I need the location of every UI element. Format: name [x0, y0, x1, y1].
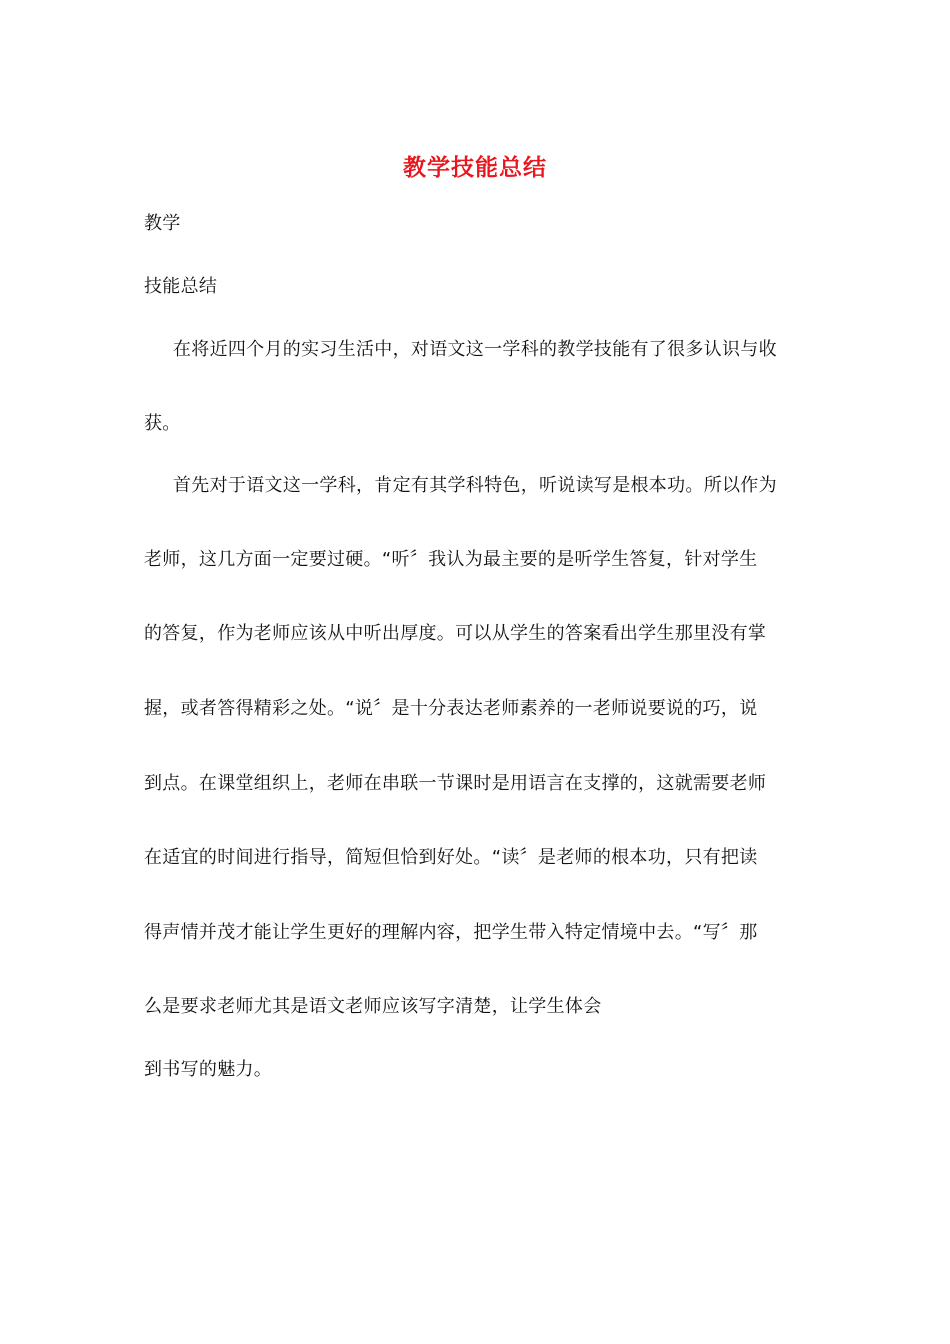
paragraph-2-line-2: 老师，这几方面一定要过硬。“听〞我认为最主要的是听学生答复，针对学生: [144, 549, 758, 570]
paragraph-2-line-7: 得声情并茂才能让学生更好的理解内容，把学生带入特定情境中去。“写〞那: [144, 922, 758, 943]
paragraph-2-line-8: 么是要求老师尤其是语文老师应该写字清楚，让学生体会: [144, 996, 602, 1017]
paragraph-2-line-4: 握，或者答得精彩之处。“说〞是十分表达老师素养的一老师说要说的巧，说: [144, 698, 758, 719]
paragraph-2-line-5: 到点。在课堂组织上，老师在串联一节课时是用语言在支撑的，这就需要老师: [144, 773, 767, 794]
paragraph-1-line-1: 在将近四个月的实习生活中，对语文这一学科的教学技能有了很多认识与收: [173, 339, 777, 360]
heading-line-1: 教学: [144, 213, 181, 234]
paragraph-2-line-1: 首先对于语文这一学科，肯定有其学科特色，听说读写是根本功。所以作为: [173, 475, 777, 496]
heading-line-2: 技能总结: [144, 276, 218, 297]
paragraph-2-line-9: 到书写的魅力。: [144, 1059, 273, 1080]
paragraph-2-line-6: 在适宜的时间进行指导，简短但恰到好处。“读〞是老师的根本功，只有把读: [144, 847, 758, 868]
paragraph-2-line-3: 的答复，作为老师应该从中听出厚度。可以从学生的答案看出学生那里没有掌: [144, 623, 767, 644]
paragraph-1-line-2: 获。: [144, 413, 181, 434]
document-title: 教学技能总结: [403, 155, 547, 181]
